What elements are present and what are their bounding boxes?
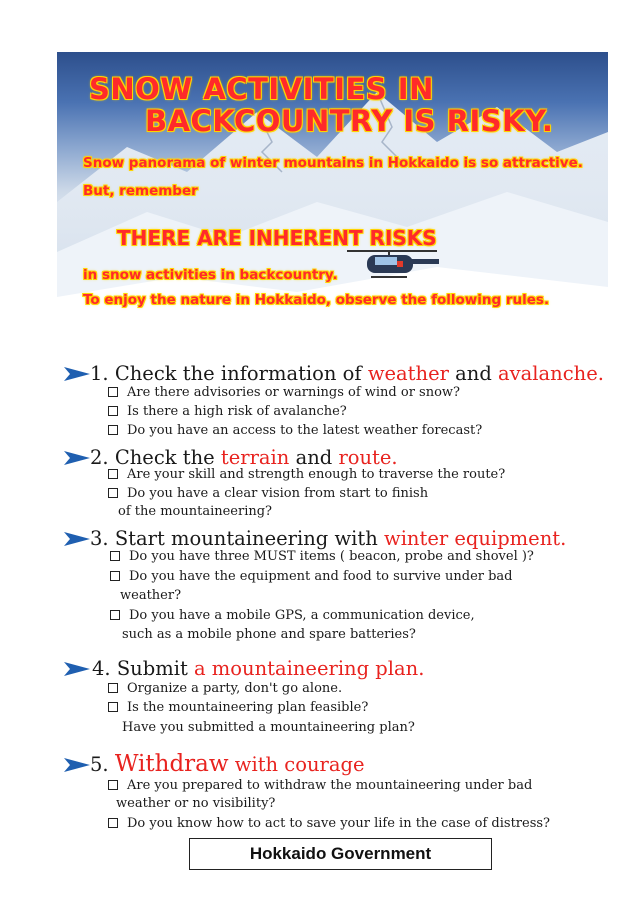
checklist-item [108, 815, 550, 833]
banner-text-line2: But, remember [83, 183, 198, 199]
checkbox-icon [108, 702, 118, 712]
banner-title-line2: BACKCOUNTRY IS RISKY. [145, 104, 554, 138]
checklist-text: Are your skill and strength enough to traverse the route? [127, 467, 506, 482]
banner-emphasis: THERE ARE INHERENT RISKS [117, 226, 437, 250]
section-1-heading [90, 362, 604, 386]
heading-text: Submit [116, 657, 188, 680]
checklist-item [108, 466, 505, 484]
checkbox-icon [108, 780, 118, 790]
checkbox-icon [108, 469, 118, 479]
checklist-text: Are there advisories or warnings of wind or snow? [127, 385, 461, 400]
banner-text-line4: To enjoy the nature in Hokkaido, observe the following rules. [83, 292, 550, 308]
checklist-text: Are you prepared to withdraw the mountaineering under bad [127, 778, 533, 793]
checklist-text: Do you have three MUST items ( beacon, probe and shovel )? [129, 549, 534, 564]
checklist-text: Do you know how to act to save your life in the case of distress? [127, 816, 551, 831]
arrow-icon [64, 530, 90, 548]
heading-text: and [295, 446, 333, 469]
checklist-item [108, 384, 460, 402]
section-number: 5. [90, 753, 109, 776]
checklist-text: Do you have a mobile GPS, a communication device, [129, 608, 475, 623]
heading-highlight: avalanche. [498, 362, 604, 385]
section-number: 2. [90, 446, 109, 469]
section-number: 4. [92, 657, 111, 680]
checklist-item [108, 422, 482, 440]
checkbox-icon [110, 551, 120, 561]
heading-text: Start mountaineering with [114, 527, 378, 550]
heading-text: Check the [114, 446, 215, 469]
checkbox-icon [108, 818, 118, 828]
heading-text: Check the information of [114, 362, 362, 385]
heading-highlight: weather [367, 362, 449, 385]
heading-text: and [455, 362, 492, 385]
checklist-item [108, 403, 347, 421]
checklist-text: Do you have the equipment and food to survive under bad [129, 569, 513, 584]
checkbox-icon [108, 406, 118, 416]
section-4-heading [92, 657, 424, 681]
arrow-icon [64, 449, 90, 467]
checklist-item [110, 548, 534, 566]
arrow-icon [64, 660, 90, 678]
banner-text-line3: in snow activities in backcountry. [83, 267, 338, 283]
checkbox-icon [110, 610, 120, 620]
checklist-text: Is there a high risk of avalanche? [127, 404, 347, 419]
checklist-continuation: such as a mobile phone and spare batteries? [122, 627, 416, 642]
checklist-item [108, 777, 532, 795]
heading-highlight: Withdraw [114, 751, 229, 777]
checklist-item [108, 699, 368, 717]
section-5-heading [90, 752, 365, 777]
arrow-icon [64, 365, 90, 383]
checklist-text: Do you have a clear vision from start to finish [127, 486, 429, 501]
heading-highlight: terrain [220, 446, 290, 469]
section-number: 3. [90, 527, 109, 550]
checklist-continuation: weather or no visibility? [116, 796, 276, 811]
heading-highlight: winter equipment. [384, 527, 567, 550]
checklist-item [108, 680, 342, 698]
checkbox-icon [108, 387, 118, 397]
checklist-continuation: Have you submitted a mountaineering plan? [122, 720, 415, 735]
banner-text-line1: Snow panorama of winter mountains in Hokkaido is so attractive. [83, 155, 583, 171]
heading-highlight: with courage [234, 753, 365, 776]
checkbox-icon [108, 683, 118, 693]
arrow-icon [64, 756, 90, 774]
checklist-continuation: of the mountaineering? [118, 504, 273, 519]
checkbox-icon [110, 571, 120, 581]
checklist-text: Do you have an access to the latest weather forecast? [127, 423, 483, 438]
checklist-item [108, 485, 428, 503]
section-number: 1. [90, 362, 109, 385]
heading-highlight: a mountaineering plan. [193, 657, 425, 680]
checklist-text: Organize a party, don't go alone. [127, 681, 343, 696]
heading-highlight: route. [338, 446, 398, 469]
checkbox-icon [108, 488, 118, 498]
issuer-label: Hokkaido Government [189, 838, 492, 870]
banner-title-line1: SNOW ACTIVITIES IN [89, 72, 434, 106]
checklist-text: Is the mountaineering plan feasible? [127, 700, 369, 715]
checklist-item [110, 568, 513, 586]
checkbox-icon [108, 425, 118, 435]
checklist-continuation: weather? [120, 588, 182, 603]
hero-banner [57, 52, 608, 331]
checklist-item [110, 607, 475, 625]
